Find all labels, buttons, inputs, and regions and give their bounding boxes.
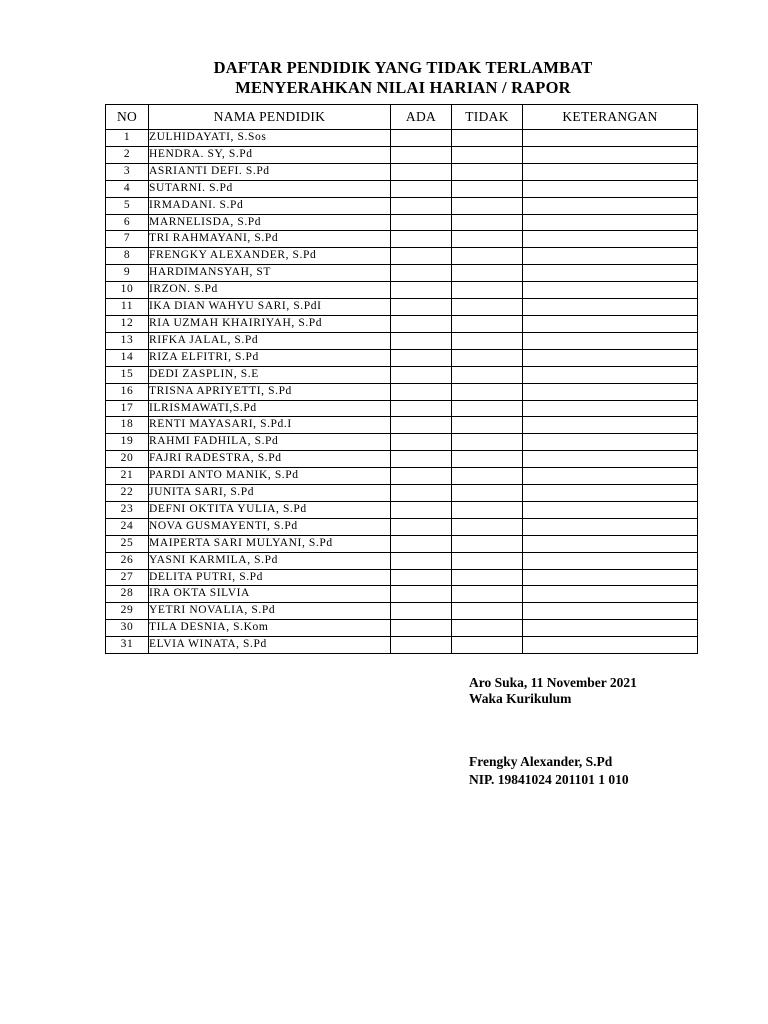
keterangan-cell: [523, 231, 698, 248]
keterangan-cell: [523, 265, 698, 282]
ada-cell: [391, 569, 452, 586]
teacher-name: TILA DESNIA, S.Kom: [149, 620, 391, 637]
row-number: 6: [106, 214, 149, 231]
ada-cell: [391, 620, 452, 637]
table-row: [106, 400, 698, 417]
teacher-name: JUNITA SARI, S.Pd: [149, 485, 391, 502]
teacher-name: RIZA ELFITRI, S.Pd: [149, 349, 391, 366]
row-number: 27: [106, 569, 149, 586]
tidak-cell: [452, 349, 523, 366]
tidak-cell: [452, 620, 523, 637]
teacher-name: DEFNI OKTITA YULIA, S.Pd: [149, 501, 391, 518]
teacher-name: ZULHIDAYATI, S.Sos: [149, 130, 391, 147]
keterangan-cell: [523, 214, 698, 231]
row-number: 12: [106, 315, 149, 332]
keterangan-cell: [523, 603, 698, 620]
title-line-2: MENYERAHKAN NILAI HARIAN / RAPOR: [235, 78, 571, 97]
table-row: [106, 468, 698, 485]
header-ada: ADA: [391, 105, 452, 130]
ada-cell: [391, 231, 452, 248]
table-row: [106, 163, 698, 180]
document-title: [0, 58, 768, 98]
table-row: [106, 146, 698, 163]
row-number: 25: [106, 535, 149, 552]
teacher-name: DELITA PUTRI, S.Pd: [149, 569, 391, 586]
table-row: [106, 231, 698, 248]
tidak-cell: [452, 180, 523, 197]
ada-cell: [391, 535, 452, 552]
tidak-cell: [452, 468, 523, 485]
ada-cell: [391, 501, 452, 518]
teacher-name: PARDI ANTO MANIK, S.Pd: [149, 468, 391, 485]
teacher-table: [105, 104, 698, 654]
title-line-1: DAFTAR PENDIDIK YANG TIDAK TERLAMBAT: [213, 58, 593, 77]
ada-cell: [391, 552, 452, 569]
keterangan-cell: [523, 349, 698, 366]
teacher-name: ELVIA WINATA, S.Pd: [149, 637, 391, 654]
tidak-cell: [452, 501, 523, 518]
table-row: [106, 315, 698, 332]
tidak-cell: [452, 231, 523, 248]
teacher-name: FAJRI RADESTRA, S.Pd: [149, 451, 391, 468]
table-row: [106, 451, 698, 468]
teacher-name: DEDI ZASPLIN, S.E: [149, 366, 391, 383]
tidak-cell: [452, 332, 523, 349]
table-row: [106, 535, 698, 552]
ada-cell: [391, 518, 452, 535]
tidak-cell: [452, 552, 523, 569]
row-number: 30: [106, 620, 149, 637]
tidak-cell: [452, 146, 523, 163]
row-number: 20: [106, 451, 149, 468]
ada-cell: [391, 146, 452, 163]
tidak-cell: [452, 163, 523, 180]
table-row: [106, 349, 698, 366]
row-number: 5: [106, 197, 149, 214]
table-row: [106, 569, 698, 586]
ada-cell: [391, 603, 452, 620]
table-header-row: [106, 105, 698, 130]
row-number: 3: [106, 163, 149, 180]
teacher-name: ASRIANTI DEFI. S.Pd: [149, 163, 391, 180]
table-row: [106, 501, 698, 518]
keterangan-cell: [523, 535, 698, 552]
tidak-cell: [452, 417, 523, 434]
table-row: [106, 603, 698, 620]
tidak-cell: [452, 214, 523, 231]
teacher-name: IRMADANI. S.Pd: [149, 197, 391, 214]
tidak-cell: [452, 197, 523, 214]
keterangan-cell: [523, 366, 698, 383]
ada-cell: [391, 163, 452, 180]
row-number: 18: [106, 417, 149, 434]
teacher-name: RIFKA JALAL, S.Pd: [149, 332, 391, 349]
table-row: [106, 265, 698, 282]
teacher-name: RIA UZMAH KHAIRIYAH, S.Pd: [149, 315, 391, 332]
table-row: [106, 214, 698, 231]
row-number: 8: [106, 248, 149, 265]
table-row: [106, 332, 698, 349]
ada-cell: [391, 383, 452, 400]
ada-cell: [391, 282, 452, 299]
tidak-cell: [452, 569, 523, 586]
teacher-name: TRISNA APRIYETTI, S.Pd: [149, 383, 391, 400]
teacher-name: NOVA GUSMAYENTI, S.Pd: [149, 518, 391, 535]
teacher-name: HENDRA. SY, S.Pd: [149, 146, 391, 163]
tidak-cell: [452, 366, 523, 383]
tidak-cell: [452, 535, 523, 552]
ada-cell: [391, 349, 452, 366]
tidak-cell: [452, 315, 523, 332]
row-number: 31: [106, 637, 149, 654]
table-row: [106, 197, 698, 214]
ada-cell: [391, 180, 452, 197]
table-row: [106, 383, 698, 400]
table-row: [106, 485, 698, 502]
table-row: [106, 620, 698, 637]
row-number: 13: [106, 332, 149, 349]
keterangan-cell: [523, 299, 698, 316]
tidak-cell: [452, 518, 523, 535]
ada-cell: [391, 197, 452, 214]
table-row: [106, 282, 698, 299]
teacher-name: FRENGKY ALEXANDER, S.Pd: [149, 248, 391, 265]
teacher-name: RAHMI FADHILA, S.Pd: [149, 434, 391, 451]
row-number: 28: [106, 586, 149, 603]
ada-cell: [391, 332, 452, 349]
tidak-cell: [452, 130, 523, 147]
keterangan-cell: [523, 586, 698, 603]
keterangan-cell: [523, 383, 698, 400]
tidak-cell: [452, 383, 523, 400]
table-row: [106, 637, 698, 654]
row-number: 22: [106, 485, 149, 502]
keterangan-cell: [523, 518, 698, 535]
table-row: [106, 552, 698, 569]
tidak-cell: [452, 265, 523, 282]
ada-cell: [391, 637, 452, 654]
teacher-name: RENTI MAYASARI, S.Pd.I: [149, 417, 391, 434]
ada-cell: [391, 485, 452, 502]
tidak-cell: [452, 637, 523, 654]
keterangan-cell: [523, 620, 698, 637]
signature-nip: NIP. 19841024 201101 1 010: [469, 772, 629, 787]
header-no: NO: [106, 105, 149, 130]
row-number: 24: [106, 518, 149, 535]
teacher-name: IRA OKTA SILVIA: [149, 586, 391, 603]
row-number: 29: [106, 603, 149, 620]
row-number: 16: [106, 383, 149, 400]
row-number: 7: [106, 231, 149, 248]
table-row: [106, 366, 698, 383]
teacher-name: MAIPERTA SARI MULYANI, S.Pd: [149, 535, 391, 552]
keterangan-cell: [523, 451, 698, 468]
row-number: 21: [106, 468, 149, 485]
keterangan-cell: [523, 163, 698, 180]
teacher-name: YASNI KARMILA, S.Pd: [149, 552, 391, 569]
row-number: 14: [106, 349, 149, 366]
teacher-name: HARDIMANSYAH, ST: [149, 265, 391, 282]
tidak-cell: [452, 248, 523, 265]
table-row: [106, 434, 698, 451]
teacher-name: IKA DIAN WAHYU SARI, S.PdI: [149, 299, 391, 316]
ada-cell: [391, 451, 452, 468]
keterangan-cell: [523, 282, 698, 299]
row-number: 11: [106, 299, 149, 316]
header-name: NAMA PENDIDIK: [149, 105, 391, 130]
tidak-cell: [452, 586, 523, 603]
header-keterangan: KETERANGAN: [523, 105, 698, 130]
signature-name: Frengky Alexander, S.Pd: [469, 754, 613, 769]
row-number: 26: [106, 552, 149, 569]
tidak-cell: [452, 299, 523, 316]
ada-cell: [391, 468, 452, 485]
keterangan-cell: [523, 434, 698, 451]
signature-place-date: Aro Suka, 11 November 2021: [469, 675, 637, 690]
header-tidak: TIDAK: [452, 105, 523, 130]
ada-cell: [391, 586, 452, 603]
keterangan-cell: [523, 197, 698, 214]
keterangan-cell: [523, 130, 698, 147]
row-number: 19: [106, 434, 149, 451]
keterangan-cell: [523, 180, 698, 197]
ada-cell: [391, 265, 452, 282]
ada-cell: [391, 299, 452, 316]
teacher-name: ILRISMAWATI,S.Pd: [149, 400, 391, 417]
tidak-cell: [452, 603, 523, 620]
row-number: 15: [106, 366, 149, 383]
tidak-cell: [452, 282, 523, 299]
ada-cell: [391, 130, 452, 147]
keterangan-cell: [523, 485, 698, 502]
table-row: [106, 180, 698, 197]
ada-cell: [391, 315, 452, 332]
row-number: 9: [106, 265, 149, 282]
keterangan-cell: [523, 468, 698, 485]
keterangan-cell: [523, 501, 698, 518]
ada-cell: [391, 417, 452, 434]
table-row: [106, 586, 698, 603]
keterangan-cell: [523, 400, 698, 417]
keterangan-cell: [523, 417, 698, 434]
teacher-name: YETRI NOVALIA, S.Pd: [149, 603, 391, 620]
keterangan-cell: [523, 569, 698, 586]
teacher-name: TRI RAHMAYANI, S.Pd: [149, 231, 391, 248]
table-body: [106, 130, 698, 654]
ada-cell: [391, 400, 452, 417]
row-number: 4: [106, 180, 149, 197]
teacher-name: MARNELISDA, S.Pd: [149, 214, 391, 231]
signature-position: Waka Kurikulum: [469, 691, 572, 706]
keterangan-cell: [523, 332, 698, 349]
ada-cell: [391, 248, 452, 265]
row-number: 23: [106, 501, 149, 518]
row-number: 1: [106, 130, 149, 147]
tidak-cell: [452, 400, 523, 417]
table-row: [106, 518, 698, 535]
teacher-name: IRZON. S.Pd: [149, 282, 391, 299]
keterangan-cell: [523, 146, 698, 163]
table-row: [106, 299, 698, 316]
keterangan-cell: [523, 637, 698, 654]
teacher-name: SUTARNI. S.Pd: [149, 180, 391, 197]
row-number: 17: [106, 400, 149, 417]
tidak-cell: [452, 451, 523, 468]
table-row: [106, 417, 698, 434]
tidak-cell: [452, 485, 523, 502]
ada-cell: [391, 366, 452, 383]
row-number: 2: [106, 146, 149, 163]
keterangan-cell: [523, 248, 698, 265]
row-number: 10: [106, 282, 149, 299]
tidak-cell: [452, 434, 523, 451]
table-row: [106, 130, 698, 147]
keterangan-cell: [523, 315, 698, 332]
keterangan-cell: [523, 552, 698, 569]
ada-cell: [391, 434, 452, 451]
table-row: [106, 248, 698, 265]
ada-cell: [391, 214, 452, 231]
